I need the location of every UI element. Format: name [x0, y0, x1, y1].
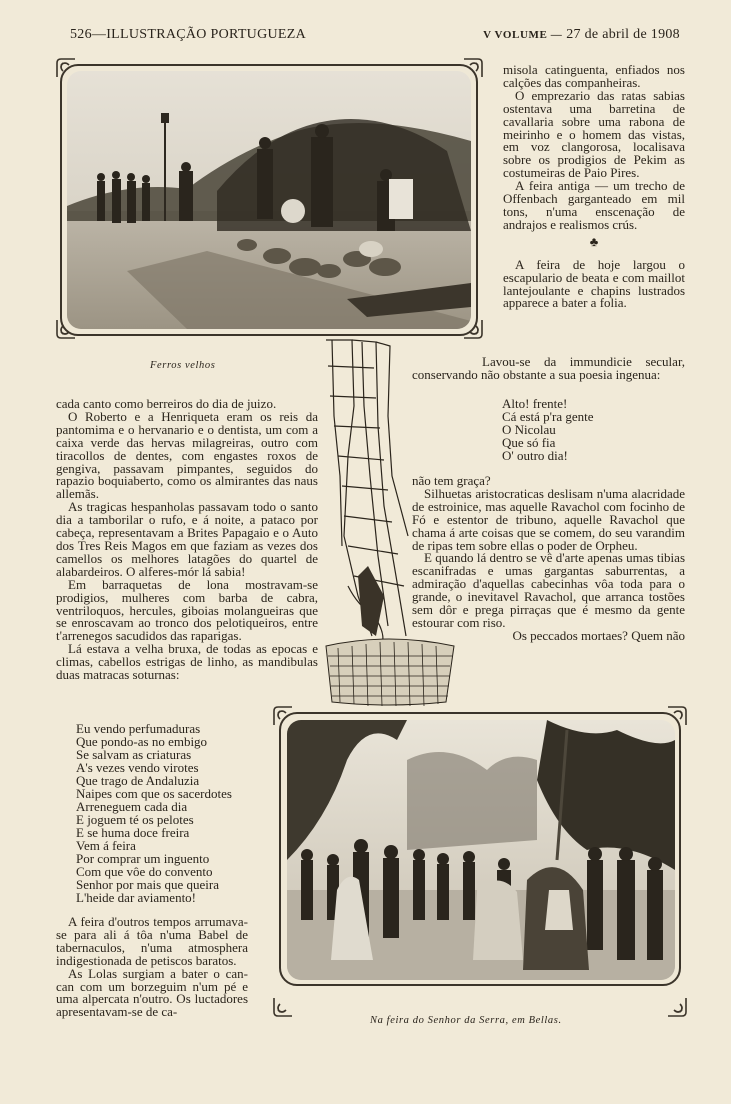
club-ornament-icon: ♣ — [589, 233, 599, 249]
top-photo — [67, 71, 471, 329]
bottom-photo-frame — [279, 712, 681, 986]
corner-ornament-icon — [272, 996, 294, 1018]
right-poem: Alto! frente! Cá está p'ra gente O Nicolau Que só fia O' outro dia! — [502, 396, 594, 463]
paragraph: misola catinguenta, enfiados nos calções das companheiras. — [503, 62, 685, 90]
page-title: 526—ILLUSTRAÇÃO PORTUGUEZA — [70, 27, 307, 42]
issue-date: 27 de abril de 1908 — [566, 27, 680, 42]
paragraph: cada canto como berreiros do dia de juizo. — [56, 396, 277, 411]
paragraph: Lavou-se da immundicie secular, conservando não obstante a sua poesia ingenua: — [412, 354, 685, 382]
top-photo-caption: Ferros velhos — [150, 360, 216, 371]
paragraph: A feira antiga — um trecho de Offenbach garganteado em mil tons, n'uma enscenação de andrajos e realismos crús. — [503, 178, 685, 232]
paragraph: A feira d'outros tempos arrumava-se para ali á tôa n'uma Babel de tabernaculos, n'uma atmosphera indigestionada de petiscos baratos. — [56, 914, 248, 968]
paragraph: O emprezario das ratas sabias ostentava uma barretina de cavallaria sobre uma rabona de meirinho e o homem das vistas, em voz clangorosa, localisava sobre os prodigios de Pekim as costumeiras de Paio Pires. — [503, 87, 685, 181]
corner-ornament-icon — [666, 996, 688, 1018]
paragraph: O Roberto e a Henriqueta eram os reis da pantomima e o hervanario e o dentista, um com a caixa verde das hervas milagreiras, outro com tiracollos de dentes, com engastes roxos de gengiva, passavam pimpantes, seguidos do rapazio boquiaberto, como os almirantes das naus allemãs. — [56, 408, 318, 502]
corner-ornament-icon — [462, 318, 484, 340]
volume-label: V VOLUME — — [483, 29, 563, 41]
page-header — [70, 27, 680, 45]
paragraph: Lá estava a velha bruxa, de todas as epocas e climas, cabellos estrigas de linho, as mandibulas duas matracas soturnas: — [56, 641, 318, 683]
paragraph: E quando lá dentro se vê d'arte apenas umas tibias escanifradas e umas gargantas saburrentas, a admiração d'aquellas cabecinhas vôa toda para o grande, o inevitavel Ravachol, que arranca tostões sem dôr e prega pirraças que é mesmo da gente estourar com riso. — [412, 550, 685, 630]
paragraph: A feira de hoje largou o escapulario de beata e com maillot lantejoulante e chapins lustrados apparece a bater a folia. — [503, 256, 685, 311]
bottom-photo-caption: Na feira do Senhor da Serra, em Bellas. — [370, 1015, 562, 1026]
corner-ornament-icon — [462, 57, 484, 79]
paragraph: Silhuetas aristocraticas deslisam n'uma alacridade de estroinice, mas aquelle Ravachol com focinho de Fó e estentor de tribuno, aquelle Ravachol que chama á arte coisas que se comem, do seu varandim de ripas tem sobre ellas o poder de Orpheu. — [412, 485, 685, 553]
corner-ornament-icon — [666, 705, 688, 727]
paragraph: As Lolas surgiam a bater o can-can com um borzeguim n'um pé e uma alpercata n'outro. Os luctadores apresentavam-se de ca- — [56, 965, 248, 1020]
left-column — [56, 398, 318, 682]
corner-ornament-icon — [55, 318, 77, 340]
bottom-photo — [287, 720, 675, 980]
issue-info — [483, 27, 680, 43]
right-column-top — [503, 64, 685, 310]
paragraph: Em barraquetas de lona mostravam-se prodigios, mulheres com barba de cabra, ventriloquos, hercules, giboias molangueiras que se enroscavam ao tronco dos pelotiqueiros, entre t'arrenegos sacudidos das raparigas. — [56, 576, 318, 644]
left-column-bottom — [56, 916, 248, 1019]
right-wide-text — [412, 356, 685, 382]
left-poem: Eu vendo perfumaduras Que pondo-as no embigo Se salvam as criaturas A's vezes vendo virotes Que trago de Andaluzia Naipes com que os sacerdotes Arreneguem cada dia E joguem té os pelotes E se huma doce freira Vem á feira Por comprar um inguento Com que vôe do convento Senhor por mais que queira L'heide dar aviamento! — [76, 721, 232, 905]
paragraph: As tragicas hespanholas passavam todo o santo dia a tamborilar o rufo, e á noite, a pataco por cabeça, representavam a Brites Papagaio e o Auto dos Tres Reis Magos em que faziam as vezes dos camellos os melhores latagões do quartel de alabardeiros. O alferes-mór lá sabia! — [56, 499, 318, 579]
paragraph: não tem graça? — [412, 473, 491, 488]
paragraph: Os peccados mortaes? Quem não — [512, 627, 685, 643]
corner-ornament-icon — [55, 57, 77, 79]
top-photo-frame — [60, 64, 478, 336]
right-column-bottom — [412, 475, 685, 643]
